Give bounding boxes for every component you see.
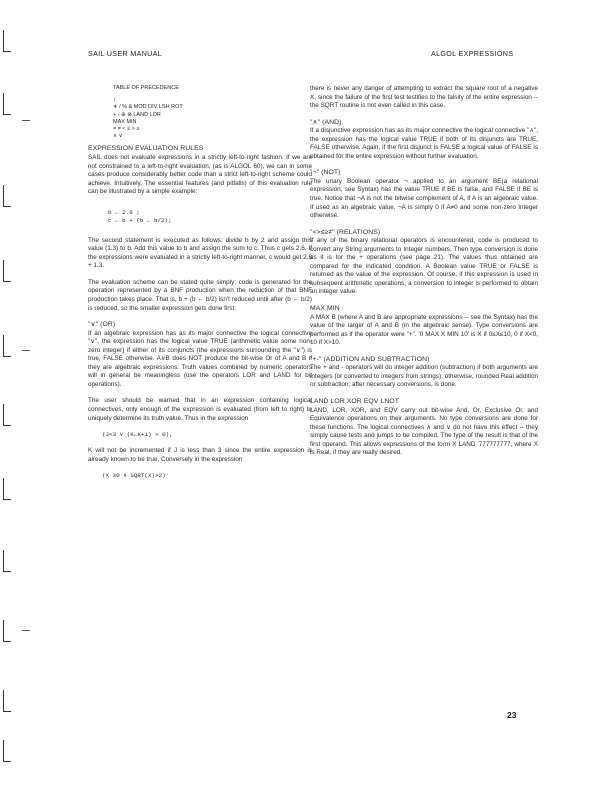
paragraph: The unary Boolean operator ¬ applied to an argument BE(a relational expression, see Syntax) has the value TRUE if BE is false, and FALSE if BE is true. Notice that ¬A is not the bitwise complement of A, if A is an algebraic value. If used as an algebraic value, ¬A is simply 0 if A≠0 and some non-zero Integer otherwise. bbox=[310, 177, 538, 220]
binder-hole-mark bbox=[3, 550, 13, 572]
margin-tick bbox=[22, 630, 30, 631]
section-heading: "+-" (ADDITION AND SUBTRACTION) bbox=[310, 355, 430, 363]
paragraph: If an algebraic expression has as its major connective the logical connective "∨", the expression has the logical value TRUE (arithmetic value some non-zero integer) if either of its conjuncts (the expressions surrounding the "∨") is true, FALSE otherwise. A∨B does NOT produce the bit-wise Or of A and B if they are algebraic expressions. Truth values combined by numeric operators will in general be meaningless (use the operators LOR and LAND for bit operations). bbox=[88, 329, 312, 388]
paragraph: A MAX B (where A and B are appropriate expressions -- see the Syntax) has the value of the larger of A and B (in the algebraic sense). Type conversions are performed as if the operator were "+". '0 MAX X MIN 10' is X if 0≤X≤10, 0 if X<0, 10 if X>10. bbox=[310, 313, 538, 347]
paragraph: The evaluation scheme can be stated quite simply: code is generated for the operation represented by a BNF production when the reduction of that BNF production takes place. That is, b + (b ← b/2) isn't reduced until after (b ← b/2) is reduced, so the smaller expression gets done first. bbox=[88, 278, 312, 312]
binder-hole-mark bbox=[3, 30, 13, 52]
precedence-row: + - ⊕ ⊗ LAND LOR bbox=[113, 111, 161, 118]
paragraph: SAIL does not evaluate expressions in a strictly left-to-right fashion. If we are not constrained to a left-to-right evaluation, (as is ALGOL 60), we can in some cases produce considerably better code than a strict left-to-right scheme could achieve. Intuitively, The essential features (and pitfalls) of this evaluation rule can be illustrated by a simple example: bbox=[88, 153, 312, 196]
binder-hole-mark bbox=[3, 620, 13, 642]
code-line: c ← b + (b ← b/2); bbox=[108, 216, 172, 224]
section-heading: "<>≤≥≠" (RELATIONS) bbox=[310, 228, 381, 236]
section-heading: "∧" (AND) bbox=[310, 118, 342, 126]
paragraph: The user should be warned that in an expression containing logical connectives, only enough of the expression is evaluated (from left to right) to uniquely determine its truth value. Thus in the expression bbox=[88, 397, 312, 422]
precedence-title: TABLE OF PRECEDENCE bbox=[113, 85, 179, 91]
left-column bbox=[88, 85, 312, 480]
section-heading: "¬" (NOT) bbox=[310, 169, 341, 177]
precedence-row: ∗ / % & MOD DIV LSH ROT bbox=[113, 104, 183, 111]
binder-hole-mark bbox=[3, 93, 13, 115]
margin-tick bbox=[22, 350, 30, 351]
binder-hole-mark bbox=[3, 740, 13, 762]
binder-hole-mark bbox=[3, 185, 13, 207]
binder-hole-mark bbox=[3, 260, 13, 282]
paragraph: there is never any danger of attempting to extract the square root of a negative X, since the failure of the first test testifies to the falsity of the entire expression -- the SQRT routine is not even called in this case. bbox=[310, 85, 538, 110]
code-line: b ← 2.6 ; bbox=[108, 208, 140, 216]
running-header-right: ALGOL EXPRESSIONS bbox=[431, 49, 514, 58]
margin-tick bbox=[22, 120, 30, 121]
binder-hole-mark bbox=[3, 404, 13, 426]
section-heading: MAX MIN bbox=[310, 305, 340, 313]
paragraph: The second statement is executed as follows: divide b by 2 and assign this value (1.3) to b. Add this value to b and assign the sum to c. Thus c gets 2.6. If the expressions were evaluated in a strictly left-to-right manner, c would get 2.6 + 1.3. bbox=[88, 236, 312, 270]
code-line: (X ≥0 ∧ SQRT(X)>2) bbox=[102, 472, 166, 480]
paragraph: LAND, LOR, XOR, and EQV carry out bit-wise And, Or, Exclusive Or, and Equivalence operations on their arguments. No type conversions are done for these functions. The logical connectives ∧ and ∨ do not have this effect -- they simply cause tests and jumps to be compiled. The type of the result is that of the first operand. This allows expressions of the form X LAND '777777777, where X is Real, if they are really desired. bbox=[310, 406, 538, 457]
running-header-left: SAIL USER MANUAL bbox=[88, 49, 163, 58]
binder-hole-mark bbox=[3, 335, 13, 357]
precedence-row: = ≠ < ≤ > ≥ bbox=[113, 126, 140, 133]
precedence-row: ↑ bbox=[113, 97, 116, 104]
section-heading: LAND LOR XOR EQV LNOT bbox=[310, 397, 399, 405]
paragraph: If a disjunctive expression has as its major connective the logical connective "∧", the expression has the logical value TRUE if both of its disjuncts are TRUE, FALSE otherwise. Again, if the first disjunct is FALSE a logical value of FALSE is obtained for the entire expression without further evaluation. bbox=[310, 127, 538, 160]
page-number: 23 bbox=[507, 710, 517, 720]
paragraph: If any of the binary relational operators is encountered, code is produced to convert any String arguments to Integer numbers. Then type conversion is done as it is for the + operations (see page 21). The values thus obtained are compared for the indicated condition. A Boolean value TRUE or FALSE is returned as the value of the expression. Of course, if this expression is used in subsequent arithmetic operations, a conversion to integer is performed to obtain an integer value. bbox=[310, 237, 538, 296]
precedence-row: ∧ ∨ bbox=[113, 133, 123, 140]
section-heading: "∨" (OR) bbox=[88, 321, 116, 329]
precedence-table bbox=[88, 85, 312, 140]
paragraph: The + and - operators will do integer addition (subtraction) if both arguments are integers (or converted to integers from strings); otherwise, rounded Real addition or subtraction, after necessary conversions, is done. bbox=[310, 364, 538, 389]
section-heading: EXPRESSION EVALUATION RULES bbox=[88, 145, 204, 153]
precedence-row: MAX MIN bbox=[113, 118, 137, 125]
right-column bbox=[310, 85, 538, 458]
binder-hole-mark bbox=[3, 690, 13, 712]
code-line: (J<3 ∨ (K←K+1) > 0), bbox=[102, 431, 173, 439]
paragraph: K will not be incremented if J is less than 3 since the entire expression is already known to be true. Conversely in the expression bbox=[88, 447, 312, 463]
binder-hole-mark bbox=[3, 478, 13, 500]
